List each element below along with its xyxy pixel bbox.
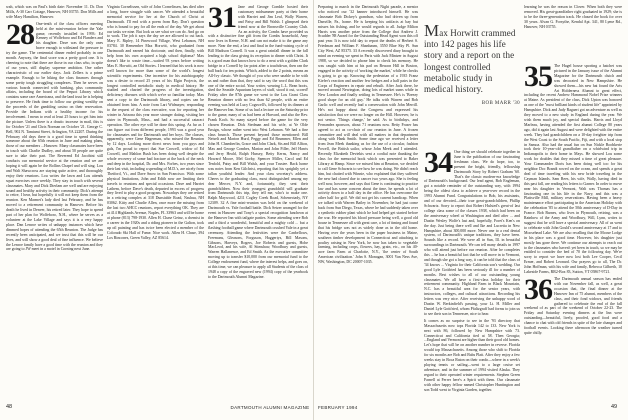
class-year-numeral: 34 (424, 150, 452, 179)
left-column-2 (107, 5, 204, 403)
left-page-number: 48 (6, 404, 13, 410)
left-running-footer: DARTMOUTH ALUMNI MAGAZINE (230, 405, 310, 410)
pull-quote-author: BOB MARR '30 (481, 101, 520, 107)
right-page-number: 49 (611, 404, 618, 410)
right-running-footer: FEBRUARY 1994 (318, 405, 358, 410)
pull-quote-initial: M (424, 21, 440, 40)
column-text: learning he was the reason in Clover. When both they were removed. His great-grandfather right graduated in 1929; she is to be the three-generation track. He chased the book for over 30 years. Alvan G. Forsythe, Kendal Apt. 341, 80 Lyme Rd., Hanover, NH 03755. (524, 5, 622, 29)
column-text: The Hugel house sporting a hatchet was pictured in the January issue of the Alumni Magazine for the Dartmouth clutch and was decorated in New Hampshire. He showed them—his new hat found the Arts Art Holderness Alumni to great effect, including the recent Andrew Hammond Nobel Prize winners at Maine. As president of the class, Dick Upton was honored as one of the "most brilliant kinds of student life" appointed by Hampshire. Dick and Judy Ragaert got an adventure as well as they moved to a new study in England during the year. We wish them much joy, and special thanks. Harris and Lloyd Marleau, having attended the first alumni College 80 years ago, did it again last August and were delighted with the entire week. They had grandchildren on a 10-day freighter trip from the West Coast to the South Pacific, Fiji, and with a local stop in Samoa. Also had the usual fun on Sun Nickle Boobkerie took their 10-year-old grandfather on a whirlwind trip in Indianapolis to their home in Mays. He showed Lou some work for doubles that they missed a time of great pleasure. Your Commander Doris has been doing well too for his neighbor Doc Brandt rowed on the ocean, and spends a great deal of time traveling with his new bride traveling in the Cayman Islands. Sam Rees, his wife, Wally, having died in this past fall, are reading his letters to Garner. In order to move near his daughter in Vermont, Walt was Thomas has a fascinating one in his life in the Navy, and this was a Plattsville Mill, military reservations. Having been a heavy maintenance effort participating in the American Holiday with the celebration '85 to attend the 50th anniversary of D-Day in France. Bob Barnes, who lives in Plymouth, retiring, was a Rainbow of the Army and Woodbury, Will, Lynn, writes to suggest that he will have a special anniversary. All of us went to celebrate with John Gould's second anniversary at 17 and to Moosehead Lake. We are also recalling that the Moose Lodge in his place was a good time. However, his daughter just mostly has gone there. We continue our attempts to reach out to the classmates who haven't yet been in touch, so we may be entitled to consider the bed of 70 the following day. We're sorry to report we have now lost both Lee Cooper, Cecil Ermer, and Robert Leonard. Our prayers go to all, The Dr. John Hoffman, with his wife and family, Rebecca Gilbreth, 10 Lakeside Farms, RR2-Box 83, Sutton, VT 05867-9721. (524, 64, 622, 275)
column-text: Virginia Cornelissen, wife of John Cornelissen, has died after a long, brave struggle with cancer. We attended a beautiful memorial service for her at the Church of Christ at Dartmouth. I'll end with a poem from Ray. Don't question who is bound to pay for all the ends of the day. We get about our tasks we nine. But look us see what we can do. And go on to work. The job it says the day we are allowed to cut back. Mary E. Ripley, 14 Pinewood Village, West Lebanon, NH 03784. 30 Remember Max Horwitt, who graduated from Dartmouth and earned his doctorate, and then, finally, with help from his own acquired a high school diploma? Max doesn't like to waste time—waited 93 years before writing Max E. Horwitt, an Old Stories. I learned that his work is now well known for more than some of the world's longest scientific experiments. One incentive for his autobiography was a desire to record 25 years of his Elgin Projects, the longest controlled metabolic study in medical history. He studied and charted the progress of the investigation, deficiency diseases with which we're so familiar today. Max sent a copy to the Dartmouth library, and copies can be obtained from him. A note from Lari Widmayer, responding to the request of the class executive, was for reporting her winter in Arizona this year more stranger dating, visiting her sister in Plymouth, Mass., and had a successful cataract operation. The other eye will be done this spring. As far as I can figure out from different people, 1993 was a good year for classmates and for Dartmouth and her boys. The classes, apparently, were Gene Hagerman, who missed the Reunion by 12 days. Looking more direct news from you guys and gals, I'm proud to report that Sue Crowell, widow of Ed Crowell, and Mahlon Bush has been doing well despite the whole recovery of some bad fracture at the back of the neck and deep in the hospital, Dr. and Mrs. Forbes, two years since their last visit, including a spending of M.D.'s, are nicely from Thetford, Vt., and Dave Snow in San Francisco. With some physical limitations, John and Edith now are limiting their travels to reunions and special occasions. Dave and Harriet Lathem, before Dave's death, departed in excess of progress they lived to play a good program. Nowadays they are retired in a retiring complex at 318 Dunstable Road, Nashua, NH 03062. Kitty and Charlie Allen, once more the missing from the last two AHCC reunions, report everything OK. They are at 414 Highlands Avenue, Naples, FL 33963 and will be home at phone (813) 798-1930. Allen H. Chase Geinz, a chemist in a career in the 1920s and a riding pioneer in the Galton, took up oil painting and has twice been elected a member of the Colorado Ski Hall of Fame. Nice work. Allen H. Chase, 394 Los Rincones, Green Valley, AZ 85614. (107, 5, 204, 240)
column-text: Preparing to march in the Dartmouth Night parade, a mentor who noticed our '32 banner introduced himself. He was classmate Bob Dickey's grandson, who had driven up from Danville, Pa., home. He is keeping his artifacts at bay but misses his fishing, and he would regards to all. Judge Milton Harris was another prize from the College that Andrew J. Scudder '88 Award for the Outstanding Head Agent won this off past year. It is now told day to report the deaths of Herbert S. Friedman and William F. Shanbaum, 3550 Blue Sky Pl. Sun City West, AZ 85375. 33 A recently discovered diary brought to mind an evening we spent in Paris with Jack Mintzer in August 1988, so we decided to phone him to check his memory. He was caught with him at his pad on Beacon Hill in Boston, engaged in the activity of 'working the market,' while he checks is going to go up. Knowing the pedestrian of a 1935 Franz Kiefer's reaction and another few hedges and a half pairs in the Corps of Engineers in repair and rebuilt. After Jack there, he moved around Newington, doing lots of market sums while in New London and finally settling in Tennessee. He's is 'Breezy good shape for an old guy.' He talks with Warren and Bob Garlic well and recently had a conversation with John Merrill. He's not happy about the Congress and expressed his satisfaction that we were no longer on the Hill. However, he is not senior. 'Things change,' he said. As to birthdays, and Fernandez sponsors, about 71 reunions now. Betty Fraser has agreed to act as co-chair of our reunion in June. A frozen committee and will deal with all matters in that department along with Hank Smith. Some time ago we received a letter from Jean Meek thanking us for the use of a circular, fashion Powell, the British sailor, whose John Meek and I attended. Recently Elizabeth Deviekis sent a cordial note thanking the class for the memorial book which was presented to Baker Library at Hamp. Since we missed him at Reunion, we decided to call Gene Schwartz to see how he was doing. We didn't reach him, but chatted with Winnie, who explained that they suffered the new bad cloned due to cancer two years ago. She is feeling well now, however, and says that Gene is continuing to practice law and has some concern about the time, he spends a lot of activity down to a half day in the office. He has overcome the other half for golf. We did not get his current handicap. When we talked with Warren Bailey in November, he had just come back from Sun Diego, Texas, where he had suddenly taken over a synthetic rubber plant which he had helped get started before the war. He reported his blood pressure being well, a good old house in Tennessee all with great care, a lot of timing and found that his bridge was not as widely done as in the old home. Having over the years been in the paper business in Maine, southern timber development in Connecticut and attaching to poultry raising in New York, he now has taken to vegetable farming, including crops, flowers, hay, grain, etc., on his 40-acre farm Farm at Charlotte, N.Y., 'the center of South American civilization.' John S. Monagan, 3001 Van Ness Ave, NW, Washington, DC 20007-1035. (318, 5, 418, 265)
column-text: wah, which was on Paul's birth date: November 11. Dr. Don Mills, A-30 Carr Cottage, Hanover, NH 03755. Don Mills and wife Mary Hamilton, Hanover. (6, 5, 103, 19)
right-page (314, 0, 628, 420)
column-text: One-tenth of the class officers meeting held at the mini-reunion before the Yale game, recently installed in 1993: Ed Kenney of Wolfeboro and Ed Flanders and his daughter. Dave was the only ones brave enough to withstand the pressure to try the game. The centennial dinner ended probably in one month. Anyway, the final score was a pretty good one. It is cheering to note that there are those in our class who, in spite of our years, still display supreme ambition. One rather characteristic of our earlier days. Jack Zellers is a prime example. Enough to be hiking the class finances through some pretty tough struggling complexes. Then he serves on various boards connected with banking, plus community affairs, including the board of the Pequot Library which contains some rare Americana, and the land trust he is helping to preserve. He finds time to follow our getting wealthy on the proceeds of the gambling casino on their reservation. Provide the Indians with a healthy income for his involvement. I mean to read at least 25 hours to get him into the picture. Unless there is a drastic increase in mail, this is for October '21 and Chris Norman on October '21. George C. Bell, 902 N. Tamiami Street, Arlington, VA 22207. During the February old days there is a good time to spend thinking someone about the 65th reunion in June and making plans, those of our members ...Hanover. Many classmates have been in touch with Charlie Dudley, and about 50 people are quite sure to take their part. The Reverend Ed Jacobini still conducts our memorial service at the reunion and we are hoping it will again be the Rollins Chapel and will sing. Lou and Walt Shawcross are staying quite active, and thoroughly enjoy their reunions. Lou writes the lawn and Lou attends squat exercises once weekly. They stay in touch with several classmates. Mary and Dick Dierlam are well and are enjoying sound and healthy activity in their community. Dick's attempt to retire, I hear, but hopefully it will not keep them from the reunion. Ken Marmet's lady died last February, and he has moved to a retirement community in Hanover. Before his death he lived in Denver, his retired later. They hope to spend part of her plan for Wolfeboro, N.H., where he serves as a volunteer at the Lake Village and says it is a very happy place. Dan Lenroe writes of unhappy instances which have dimmed hopes of attending the 65th Reunion. The Judge has recently been anticipated, and we trust that this will be our lives, and will show a good deal of fine influence. We believe the Lenroe family have a good time with the reunion and they are going to JW meet in a motel in Corning next June. (6, 21, 103, 252)
pull-quote-text: ax Horwitt crammed into 142 pages his life story and a report on the longest controlled metabolic study in medical history. (424, 28, 516, 95)
class-year-numeral: 28 (6, 17, 34, 51)
column-text: One thing we should celebrate together in June is the publication of our fascinating freshman class. We do hope, too, to present the bright, friendly, fellowship Dartmouth Story by Robert Graham '60. That's the classic modern-era knowledge of Dartmouth's background. Our lead agent, Bob Engleman, got a notable reminder of the outstanding way, with 1994 being the oldest class to achieve a year-over record in the 1993 Alumni Fund. Congratulations to Bob, his assistants, and of our devoted—their true great-grandchildren, Phillip Schwartz. Sorry to report that Robert Hulsted's great-of last college class some of the classes 1938, which had been on the anniversary wheel at Washington and died after ... and Dustin Wesley Wolfe's last and, hopefully, Foret's Ken's on the day. Just being there well and Ike and Lucretia in New Hampshire, about 300,000 more. Never one to a real dental system, of Dartmouth's unique traditions, they have been. Sounds like a record. We were all in Sun, Ill. in beautiful surroundings in Dartmouth. We can tell many details in 1997 who will attend just before our reunion. After he completes this ... he has a beautiful fact that he will move in to Vermont, and though she got a long way, it can be told that the class of '34 knows ... Virginia for their California son's wedding. Our good Lyle Gottfried has been seriously ill for a number of months. Best wishes to all of our outstanding young classmates. We all have a first-class holiday for their retirement community. Highland Farm in Black Mountain, N.C. has a beautiful area for the senior years, with instructors, colleges, and cultural attractions. Recording his letters was very nice. After receiving the unhappy word of Dustin W. Berkinfield's passing, your Lt. H. Miller and Daniel Lyle Gottfried, whom Pfaltzgraff had forms to join us to see their son in Tennessee, nice to hear. (424, 150, 520, 316)
column-text: The Dartmouth annual season has ended with our November fall, as well, a great occasion that, the final dinner at the Hanover Inn of 75 alumni, members of the class, and their fond widows, and friends gathered to celebrate the end of the fall weekend of as part of the weekend of October 22-23. The Friday and Saturday evening dinners at the Inn were outstanding—beautiful, lively, proofed, good food and a chance to chat with old friends in spite of the late changes and football events. Looking there afternoon the weather turned quite chilly. (524, 276, 622, 335)
class-year-numeral: 35 (524, 64, 552, 93)
class-year-numeral: 31 (208, 5, 236, 34)
pull-quote (424, 21, 520, 107)
class-year-numeral: 36 (524, 272, 552, 306)
right-column-3-top (524, 5, 622, 61)
left-column-3 (208, 5, 308, 403)
left-column-1 (6, 5, 103, 403)
right-column-2 (424, 150, 520, 403)
right-column-3 (524, 64, 622, 403)
right-column-1 (318, 5, 418, 403)
column-text: It comes as no surprise to see in the '93 directory that Massachusetts now tops Florida 142 to 133. New York is next with 86, followed by New Hampshire with 73. Connecticut and California tied at 58. Then Georgia; ...England and Vermont are higher than their good old homes. Let's hope that will be on another number in reverse. Florida would top Massachusetts. Among those who shift to Florida for six months are Bob and Babs Platt. After they enjoy a few weeks stay in Boca Raton on their condo—where in a week's playing tennis or sailing—went to a large cruise set adventure, and in the summer of 1994 visited Alaska. They regard to their operated winter requirements. Stephen Green Farnell at Ferrer here's a Spirit with them. Our classmate with other happy fellow named Christopher Huntington and son Todd went to Virginia Garden, together. (424, 318, 520, 392)
column-text: Jane and George Comble hosted their customary midsummer party at their home with Harriet and Jim Leaf, Wally Warren, and Patsy and Bill Walsh. I glimpsed their friend now at the Bronxville Country Club. As an activity, the Combs have provided us with a distinctive fine gift from the Combs household, Amy now lives in Keene, N.H. and can not make it to the game any more. Near the end, a last and final in the fund-raising cycle of Bill Madison Cornell. It was a great rainfall dinner in the fall leading to the class giving its reception to dinner with Christ. It is a good man that knows how to do a neat with a golden Clark bridge in a Cornell by far point after a touchdown, then ran the ball back for ten points. Which, added to the 2 points, means an All-Ivy classic. We thought of you who were unable to be with us and rather than that, they said to say the word that this was one of the entire social. Your writer, wearing L.L. Bean boots, shed the Seaside Aquarium layers of stuff, stood it out, scored! Friday after the 87th game we went to the Lou Grant Class Reunion dinner with no less than 62 people, with an entire evening was held at Lucy Cogswell's, followed by its dinners at the Hanover Inn. Some of us had a lecture on the Saturday prior to the game, many of us had been at Harvard, and also the Rev. Frank Koch. So many stayed before the game for the very chosen Reunion. Dick Stedman and his wife, at Ye Olde Ensign, whose rather went into West Lebanon. We had a fine class brunch. Those present beyond those mentioned: Bill Neiselt and Marion Hurd, Peggy and Ed Brummer, Ellen and John H. Chamberlin, Grace and John Clark, Sis and Bill Alfton, Max and George Combes, Marion and John Filler, Jeff Harris and Jerry Heald, Ralph Hussey, Betty Kerns, Nancy and Howard Moore, Mel Gorby, Spencer Miller, Carol and Ed Tenfold, Patsy and Bill Walsh, and your Trustee. Back home was notes from Ken Gilchrist, reporting that his sprightly yet a tallan youthful leader. And your class secretary's address. Cheers to the graduating class, most distinguished among my dear Mercer, N.Y. and, fortunately, they sent their grandchildren. Now their youngest grandchild will graduate from Dartmouth this trip, they tell me, who's to make one. Ralph Maywood, 4211 Cogley Creek Road, Schenectady, NY 12309. 32 A fine mini-reunion was held on the weekend of Dartmouth vs. Yale football battle. Dick Setzer arranged for the event in Hanover and Tony's a special recognition luncheon at the Hanover Inn with tailgate parties. Some attending were Bob and a third a wonderful, beautiful and a mighty cold ... but a flashing football game where Dartmouth crushed Yale in a great ceremony. Attending the festivities were the Canbellows, Freemans, Gleasons, Forguson, Haggertys, Bill Masons, Gibsons, Harveys, Rogers, Joe Roberts and guests, Hohe MacLeod, and his wife, Al Stimshaw, Woodbury and guests, Warren Hallanence, and Ed Smith. As the executive committee moving up to transfer $10,000 from our memorial fund to the College endowment fund, where the interest helps, and goes on, at this time, we can pleasure to apply all Students of the class of 1948 a copy of the engraved new (1994) copy of the yearbook to the Dartmouth Alumni Magazine. (208, 5, 308, 279)
